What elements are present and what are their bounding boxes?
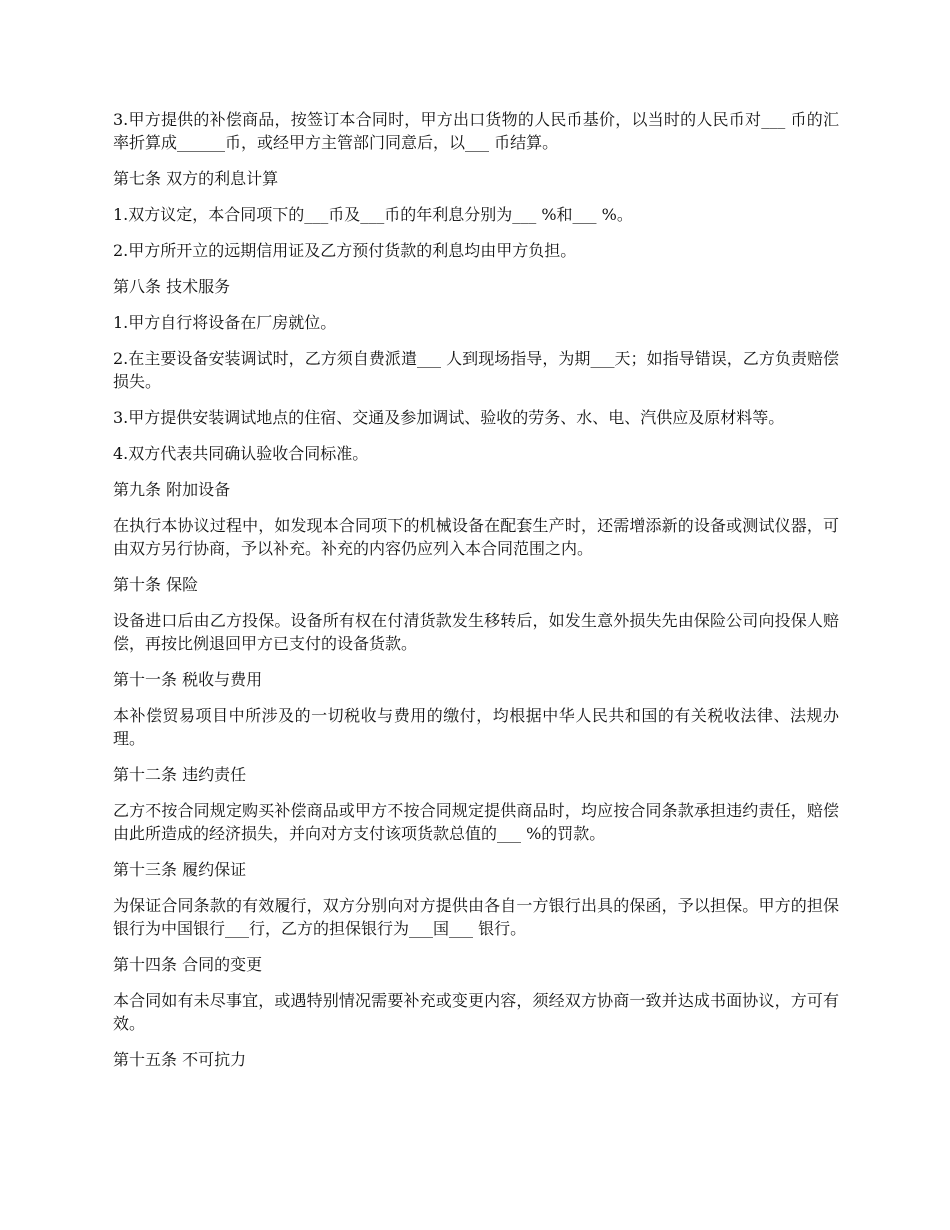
paragraph-8-1: 1.甲方自行将设备在厂房就位。 [113,313,337,332]
paragraph-8-4: 4.双方代表共同确认验收合同标准。 [113,444,369,463]
article-8-heading: 第八条 技术服务 [113,277,231,296]
article-10-heading: 第十条 保险 [113,575,199,594]
article-11-heading: 第十一条 税收与费用 [113,670,263,689]
article-15-heading: 第十五条 不可抗力 [113,1050,247,1069]
paragraph-13: 为保证合同条款的有效履行，双方分别向对方提供由各自一方银行出具的保函，予以担保。甲方的担保银行为中国银行___行，乙方的担保银行为___国___ 银行。 [113,896,839,938]
paragraph-9: 在执行本协议过程中，如发现本合同项下的机械设备在配套生产时，还需增添新的设备或测试仪器，可由双方另行协商，予以补充。补充的内容仍应列入本合同范围之内。 [113,516,839,558]
paragraph-7-1: 1.双方议定，本合同项下的___币及___币的年利息分别为___ %和___ %。 [113,205,633,224]
article-14-heading: 第十四条 合同的变更 [113,955,263,974]
paragraph-7-2: 2.甲方所开立的远期信用证及乙方预付货款的利息均由甲方负担。 [113,241,577,260]
paragraph-14: 本合同如有未尽事宜，或遇特别情况需要补充或变更内容，须经双方协商一致并达成书面协议，方可有效。 [113,991,839,1033]
article-9-heading: 第九条 附加设备 [113,480,231,499]
paragraph-11: 本补偿贸易项目中所涉及的一切税收与费用的缴付，均根据中华人民共和国的有关税收法律、法规办理。 [113,706,839,748]
paragraph-10: 设备进口后由乙方投保。设备所有权在付清货款发生移转后，如发生意外损失先由保险公司向投保人赔偿，再按比例退回甲方已支付的设备货款。 [113,611,839,653]
paragraph-8-2: 2.在主要设备安装调试时，乙方须自费派遣___ 人到现场指导，为期___天；如指导错误，乙方负责赔偿损失。 [113,349,839,391]
article-12-heading: 第十二条 违约责任 [113,765,247,784]
article-13-heading: 第十三条 履约保证 [113,860,247,879]
paragraph-8-3: 3.甲方提供安装调试地点的住宿、交通及参加调试、验收的劳务、水、电、汽供应及原材料等。 [113,408,785,427]
paragraph-6-3: 3.甲方提供的补偿商品，按签订本合同时，甲方出口货物的人民币基价，以当时的人民币对___ 币的汇率折算成______币，或经甲方主管部门同意后，以___ 币结算。 [113,110,839,152]
document-page [113,108,839,1084]
paragraph-12: 乙方不按合同规定购买补偿商品或甲方不按合同规定提供商品时，均应按合同条款承担违约责任，赔偿由此所造成的经济损失，并向对方支付该项货款总值的___ %的罚款。 [113,801,839,843]
article-7-heading: 第七条 双方的利息计算 [113,169,279,188]
